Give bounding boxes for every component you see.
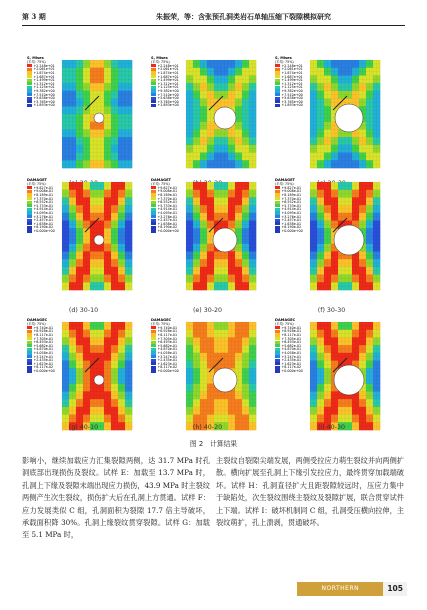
legend-value: +7.305e-01 — [281, 336, 302, 341]
legend-value: +4.058e-01 — [281, 350, 302, 355]
legend-subtitle: (平均: 75%) — [27, 182, 46, 186]
legend-value: +0.000e+00 — [157, 368, 179, 373]
legend-value: +2.248e+01 — [281, 63, 303, 68]
legend-value: +1.499e+01 — [157, 78, 179, 83]
legend-value: +1.638e-01 — [33, 221, 54, 226]
legend-value: +8.190e-02 — [33, 225, 54, 230]
legend-value: +5.682e-01 — [281, 343, 302, 348]
legend-value: +8.190e-02 — [281, 225, 302, 230]
legend-swatch — [151, 369, 156, 372]
legend-value: +3.247e-01 — [157, 354, 178, 359]
legend-value: +9.827e-01 — [281, 185, 302, 190]
legend-value: +7.370e-01 — [281, 196, 302, 201]
legend-value: +6.493e-01 — [33, 340, 54, 345]
legend-value: +8.189e-01 — [281, 192, 302, 197]
legend-value: +0.000e+00 — [33, 368, 55, 373]
legend-swatch — [275, 104, 280, 107]
legend-entry — [275, 229, 319, 233]
legend-subtitle: (平均: 75%) — [151, 182, 170, 186]
legend-title: S, Mises — [275, 56, 292, 60]
legend-value: +8.928e-01 — [33, 329, 54, 334]
subfigure-caption: (f) 30-30 — [317, 307, 346, 314]
subfigure-caption: (g) 40-10 — [68, 424, 99, 431]
legend-value: +3.765e+00 — [281, 99, 303, 104]
legend-value: +5.682e-01 — [157, 343, 178, 348]
legend-value: +1.499e+01 — [281, 78, 303, 83]
legend-value: +9.382e+00 — [281, 88, 303, 93]
legend-value: +9.827e-01 — [33, 185, 54, 190]
legend-value: +8.190e-02 — [157, 225, 178, 230]
contour-panel-row3-2 — [146, 314, 269, 434]
legend-value: +6.552e-01 — [157, 200, 178, 205]
contour-legend — [27, 178, 71, 233]
body-text-left: 影响小，继续加载应力汇集裂隙两侧，达 31.7 MPa 时孔洞底部出现损伤及裂纹。试样 E：加载至 13.7 MPa 时，孔洞上下缘及裂隙末端出现应力损伤，43.9 MPa 时主裂纹两侧产生次生裂纹，损伤扩大后在孔洞上方贯通。试样 F：应力发展类似 C 组，孔洞面积为裂隙 17.7 倍主导破坏，承载面积降 30%。孔洞上缘裂纹贯穿裂隙。试样 G：加载至 5.1 MPa 时， — [22, 456, 210, 540]
legend-value: +1.893e+00 — [157, 103, 179, 108]
legend-value: +2.248e+01 — [157, 63, 179, 68]
contour-legend — [151, 318, 195, 373]
legend-value: +2.457e-01 — [281, 218, 302, 223]
subfigure-caption: (i) 40-30 — [318, 424, 345, 431]
legend-value: +4.095e-01 — [33, 210, 54, 215]
hole — [94, 235, 104, 245]
contour-legend — [27, 56, 71, 107]
legend-value: +1.893e+00 — [33, 103, 55, 108]
legend-value: +8.117e-02 — [281, 365, 302, 370]
contour-legend — [275, 178, 319, 233]
contour-legend — [27, 318, 71, 373]
legend-value: +0.000e+00 — [157, 228, 179, 233]
legend-value: +1.312e+01 — [281, 81, 303, 86]
contour-panel-row2-1 — [22, 174, 145, 294]
contour-legend — [151, 178, 195, 233]
legend-value: +1.687e+01 — [281, 74, 303, 79]
legend-value: +7.305e-01 — [157, 336, 178, 341]
legend-value: +1.874e+01 — [157, 70, 179, 75]
legend-title: DAMAGET — [275, 178, 295, 182]
legend-entry — [275, 104, 319, 108]
legend-value: +4.914e-01 — [281, 207, 302, 212]
legend-value: +8.189e-01 — [157, 192, 178, 197]
legend-value: +9.008e-01 — [33, 189, 54, 194]
legend-value: +4.870e-01 — [33, 347, 54, 352]
legend-value: +1.125e+01 — [33, 85, 55, 90]
legend-value: +9.008e-01 — [157, 189, 178, 194]
legend-value: +9.382e+00 — [33, 88, 55, 93]
legend-value: +1.874e+01 — [33, 70, 55, 75]
legend-subtitle: (平均: 75%) — [27, 60, 46, 64]
legend-entry — [151, 104, 195, 108]
legend-value: +2.435e-01 — [281, 358, 302, 363]
legend-value: +1.687e+01 — [157, 74, 179, 79]
legend-value: +5.733e-01 — [33, 203, 54, 208]
contour-panel-row3-1 — [22, 314, 145, 434]
legend-title: DAMAGEC — [27, 318, 48, 322]
legend-value: +2.248e+01 — [33, 63, 55, 68]
legend-value: +8.117e-02 — [33, 365, 54, 370]
page-footer — [297, 582, 407, 606]
legend-value: +6.552e-01 — [281, 200, 302, 205]
legend-value: +5.638e+00 — [157, 96, 179, 101]
subfigure-caption: (d) 30-10 — [68, 307, 99, 314]
legend-title: DAMAGEC — [275, 318, 296, 322]
legend-value: +9.827e-01 — [157, 185, 178, 190]
legend-entry — [27, 229, 71, 233]
legend-swatch — [27, 229, 32, 232]
legend-value: +1.687e+01 — [33, 74, 55, 79]
legend-value: +8.117e-01 — [281, 332, 302, 337]
legend-value: +5.638e+00 — [281, 96, 303, 101]
legend-value: +9.008e-01 — [281, 189, 302, 194]
hole — [213, 368, 237, 392]
legend-value: +7.370e-01 — [157, 196, 178, 201]
contour-panel-row2-3 — [270, 174, 393, 294]
hole — [334, 365, 364, 395]
subfigure-caption: (e) 30-20 — [192, 307, 223, 314]
legend-entry — [27, 104, 71, 108]
contour-legend — [275, 318, 319, 373]
legend-value: +7.305e-01 — [33, 336, 54, 341]
legend-value: +4.870e-01 — [157, 347, 178, 352]
legend-value: +6.493e-01 — [157, 340, 178, 345]
legend-value: +1.893e+00 — [281, 103, 303, 108]
figure-caption: 图 2 计算结果 — [189, 440, 238, 448]
legend-swatch — [275, 229, 280, 232]
legend-value: +1.312e+01 — [33, 81, 55, 86]
contour-legend — [151, 56, 195, 107]
legend-value: +2.435e-01 — [157, 358, 178, 363]
legend-subtitle: (平均: 75%) — [27, 322, 46, 326]
legend-value: +1.623e-01 — [281, 361, 302, 366]
legend-value: +9.382e+00 — [157, 88, 179, 93]
legend-subtitle: (平均: 75%) — [275, 60, 294, 64]
legend-title: S, Mises — [151, 56, 168, 60]
legend-subtitle: (平均: 75%) — [275, 182, 294, 186]
legend-value: +2.457e-01 — [157, 218, 178, 223]
legend-subtitle: (平均: 75%) — [151, 322, 170, 326]
page-number: 105 — [383, 582, 407, 596]
legend-value: +4.095e-01 — [157, 210, 178, 215]
legend-subtitle: (平均: 75%) — [151, 60, 170, 64]
legend-value: +8.928e-01 — [281, 329, 302, 334]
legend-value: +9.740e-01 — [33, 325, 54, 330]
legend-value: +3.765e+00 — [157, 99, 179, 104]
hole — [334, 225, 364, 255]
legend-value: +0.000e+00 — [33, 228, 55, 233]
legend-value: +1.499e+01 — [33, 78, 55, 83]
legend-value: +8.189e-01 — [33, 192, 54, 197]
legend-subtitle: (平均: 75%) — [275, 322, 294, 326]
hole — [335, 104, 363, 132]
contour-panel-row1-2 — [146, 52, 269, 172]
legend-value: +9.740e-01 — [281, 325, 302, 330]
legend-value: +2.435e-01 — [33, 358, 54, 363]
legend-value: +1.312e+01 — [157, 81, 179, 86]
legend-value: +4.058e-01 — [157, 350, 178, 355]
legend-swatch — [275, 369, 280, 372]
legend-value: +1.125e+01 — [281, 85, 303, 90]
legend-value: +4.914e-01 — [157, 207, 178, 212]
legend-value: +1.638e-01 — [281, 221, 302, 226]
legend-entry — [151, 369, 195, 373]
legend-value: +8.928e-01 — [157, 329, 178, 334]
contour-legend — [275, 56, 319, 107]
body-text-right: 主裂纹自裂隙尖端发展，两侧受拉应力萌生裂纹并向两侧扩散。横向扩展至孔洞上下缘引发拉应力，最终贯穿加载端破坏。试样 H：孔洞直径扩大且距裂隙较远时，压应力集中于缺陷处，次生裂纹围绕主裂纹及裂隙扩展，联合贯穿试件上下端。试样 I：破坏机制同 C 组，孔洞受压横向拉伸，主裂纹萌扩，孔上溃剥，贯通破坏。 — [216, 456, 404, 528]
contour-panel-row1-3 — [270, 52, 393, 172]
legend-title: DAMAGEC — [151, 318, 172, 322]
legend-title: DAMAGET — [27, 178, 47, 182]
legend-value: +5.733e-01 — [157, 203, 178, 208]
hole — [94, 375, 104, 385]
legend-value: +6.552e-01 — [33, 200, 54, 205]
legend-entry — [27, 369, 71, 373]
running-header — [22, 10, 405, 24]
legend-value: +4.058e-01 — [33, 350, 54, 355]
legend-value: +2.061e+01 — [33, 67, 55, 72]
legend-value: +1.623e-01 — [157, 361, 178, 366]
journal-name: NORTHERN BUILDING — [297, 582, 383, 596]
legend-swatch — [27, 104, 32, 107]
legend-value: +3.247e-01 — [33, 354, 54, 359]
legend-value: +5.638e+00 — [33, 96, 55, 101]
hole — [213, 228, 237, 252]
legend-value: +4.870e-01 — [281, 347, 302, 352]
legend-value: +3.765e+00 — [33, 99, 55, 104]
contour-panel-row1-1 — [22, 52, 145, 172]
legend-value: +3.276e-01 — [157, 214, 178, 219]
legend-value: +8.117e-01 — [33, 332, 54, 337]
legend-value: +3.276e-01 — [281, 214, 302, 219]
legend-value: +2.061e+01 — [281, 67, 303, 72]
legend-value: +2.061e+01 — [157, 67, 179, 72]
legend-value: +0.000e+00 — [281, 228, 303, 233]
legend-entry — [151, 229, 195, 233]
legend-value: +7.510e+00 — [33, 92, 55, 97]
legend-value: +3.276e-01 — [33, 214, 54, 219]
contour-panel-row3-3 — [270, 314, 393, 434]
legend-title: DAMAGET — [151, 178, 171, 182]
legend-value: +5.733e-01 — [281, 203, 302, 208]
legend-value: +1.125e+01 — [157, 85, 179, 90]
legend-value: +1.874e+01 — [281, 70, 303, 75]
legend-value: +7.510e+00 — [157, 92, 179, 97]
legend-value: +1.638e-01 — [157, 221, 178, 226]
legend-value: +8.117e-01 — [157, 332, 178, 337]
legend-value: +5.682e-01 — [33, 343, 54, 348]
legend-value: +2.457e-01 — [33, 218, 54, 223]
legend-swatch — [27, 369, 32, 372]
legend-entry — [275, 369, 319, 373]
legend-value: +0.000e+00 — [281, 368, 303, 373]
legend-swatch — [151, 104, 156, 107]
legend-value: +3.247e-01 — [281, 354, 302, 359]
header-rule — [22, 25, 405, 26]
subfigure-caption: (h) 40-20 — [192, 424, 223, 431]
hole — [214, 107, 236, 129]
legend-value: +7.510e+00 — [281, 92, 303, 97]
legend-swatch — [151, 229, 156, 232]
legend-value: +9.740e-01 — [157, 325, 178, 330]
contour-panel-row2-2 — [146, 174, 269, 294]
legend-title: S, Mises — [27, 56, 44, 60]
issue-label: 第 3 期 — [22, 12, 46, 21]
legend-value: +1.623e-01 — [33, 361, 54, 366]
running-title: 朱振荣，等：含张预孔洞类岩石单轴压缩下裂隙模拟研究 — [156, 12, 331, 21]
legend-value: +4.914e-01 — [33, 207, 54, 212]
legend-value: +4.095e-01 — [281, 210, 302, 215]
legend-value: +6.493e-01 — [281, 340, 302, 345]
legend-value: +8.117e-02 — [157, 365, 178, 370]
hole — [94, 113, 104, 123]
legend-value: +7.370e-01 — [33, 196, 54, 201]
